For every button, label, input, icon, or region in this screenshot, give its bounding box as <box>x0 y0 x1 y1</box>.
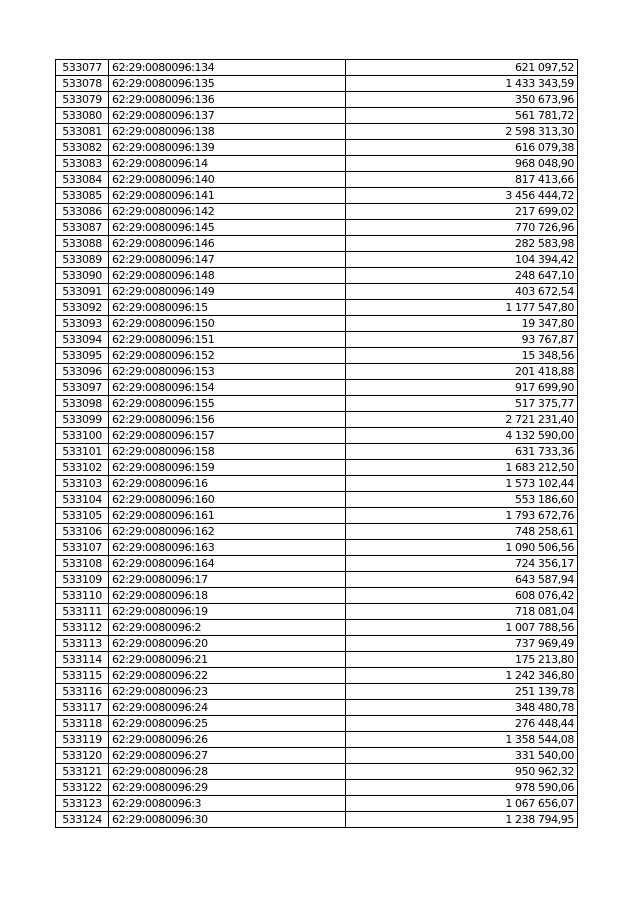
table-row <box>56 492 578 508</box>
cadastral-value-cell: 1 433 343,59 <box>346 76 578 92</box>
row-id-cell: 533111 <box>56 604 109 620</box>
cadastral-value-cell: 1 177 547,80 <box>346 300 578 316</box>
table-row <box>56 684 578 700</box>
row-id-cell: 533094 <box>56 332 109 348</box>
cadastral-value-cell: 770 726,96 <box>346 220 578 236</box>
cadastral-value-cell: 331 540,00 <box>346 748 578 764</box>
cadastral-value-cell: 1 683 212,50 <box>346 460 578 476</box>
cadastral-number-cell: 62:29:0080096:17 <box>109 572 346 588</box>
cadastral-value-cell: 348 480,78 <box>346 700 578 716</box>
table-row <box>56 252 578 268</box>
cadastral-value-cell: 643 587,94 <box>346 572 578 588</box>
cadastral-number-cell: 62:29:0080096:29 <box>109 780 346 796</box>
table-row <box>56 620 578 636</box>
table-row <box>56 652 578 668</box>
table-row <box>56 76 578 92</box>
row-id-cell: 533114 <box>56 652 109 668</box>
cadastral-number-cell: 62:29:0080096:23 <box>109 684 346 700</box>
table-row <box>56 668 578 684</box>
row-id-cell: 533102 <box>56 460 109 476</box>
row-id-cell: 533105 <box>56 508 109 524</box>
cadastral-number-cell: 62:29:0080096:18 <box>109 588 346 604</box>
table-row <box>56 444 578 460</box>
cadastral-number-cell: 62:29:0080096:27 <box>109 748 346 764</box>
table-row <box>56 636 578 652</box>
table-row <box>56 284 578 300</box>
cadastral-value-cell: 282 583,98 <box>346 236 578 252</box>
cadastral-number-cell: 62:29:0080096:134 <box>109 60 346 76</box>
cadastral-value-cell: 276 448,44 <box>346 716 578 732</box>
table-row <box>56 428 578 444</box>
row-id-cell: 533123 <box>56 796 109 812</box>
row-id-cell: 533113 <box>56 636 109 652</box>
cadastral-number-cell: 62:29:0080096:22 <box>109 668 346 684</box>
cadastral-value-cell: 104 394,42 <box>346 252 578 268</box>
row-id-cell: 533079 <box>56 92 109 108</box>
row-id-cell: 533090 <box>56 268 109 284</box>
cadastral-number-cell: 62:29:0080096:156 <box>109 412 346 428</box>
row-id-cell: 533101 <box>56 444 109 460</box>
table-row <box>56 396 578 412</box>
cadastral-value-cell: 631 733,36 <box>346 444 578 460</box>
cadastral-number-cell: 62:29:0080096:141 <box>109 188 346 204</box>
cadastral-value-cell: 1 238 794,95 <box>346 812 578 828</box>
cadastral-value-cell: 517 375,77 <box>346 396 578 412</box>
cadastral-number-cell: 62:29:0080096:19 <box>109 604 346 620</box>
cadastral-number-cell: 62:29:0080096:28 <box>109 764 346 780</box>
table-row <box>56 412 578 428</box>
table-row <box>56 716 578 732</box>
row-id-cell: 533107 <box>56 540 109 556</box>
table-row <box>56 380 578 396</box>
row-id-cell: 533086 <box>56 204 109 220</box>
table-row <box>56 236 578 252</box>
cadastral-number-cell: 62:29:0080096:137 <box>109 108 346 124</box>
cadastral-value-cell: 737 969,49 <box>346 636 578 652</box>
cadastral-value-cell: 1 090 506,56 <box>346 540 578 556</box>
table-row <box>56 60 578 76</box>
table-row <box>56 348 578 364</box>
row-id-cell: 533120 <box>56 748 109 764</box>
cadastral-number-cell: 62:29:0080096:162 <box>109 524 346 540</box>
cadastral-value-cell: 724 356,17 <box>346 556 578 572</box>
table-row <box>56 188 578 204</box>
cadastral-number-cell: 62:29:0080096:30 <box>109 812 346 828</box>
cadastral-number-cell: 62:29:0080096:16 <box>109 476 346 492</box>
cadastral-value-cell: 553 186,60 <box>346 492 578 508</box>
cadastral-number-cell: 62:29:0080096:26 <box>109 732 346 748</box>
row-id-cell: 533099 <box>56 412 109 428</box>
table-row <box>56 476 578 492</box>
table-row <box>56 172 578 188</box>
table-row <box>56 460 578 476</box>
cadastral-value-cell: 248 647,10 <box>346 268 578 284</box>
table-row <box>56 780 578 796</box>
cadastral-number-cell: 62:29:0080096:159 <box>109 460 346 476</box>
table-row <box>56 748 578 764</box>
row-id-cell: 533100 <box>56 428 109 444</box>
cadastral-value-cell: 1 067 656,07 <box>346 796 578 812</box>
cadastral-value-cell: 978 590,06 <box>346 780 578 796</box>
cadastral-value-cell: 19 347,80 <box>346 316 578 332</box>
row-id-cell: 533096 <box>56 364 109 380</box>
cadastral-number-cell: 62:29:0080096:154 <box>109 380 346 396</box>
cadastral-number-cell: 62:29:0080096:157 <box>109 428 346 444</box>
row-id-cell: 533112 <box>56 620 109 636</box>
row-id-cell: 533098 <box>56 396 109 412</box>
row-id-cell: 533116 <box>56 684 109 700</box>
cadastral-value-cell: 817 413,66 <box>346 172 578 188</box>
cadastral-value-cell: 917 699,90 <box>346 380 578 396</box>
cadastral-number-cell: 62:29:0080096:164 <box>109 556 346 572</box>
cadastral-value-cell: 4 132 590,00 <box>346 428 578 444</box>
cadastral-value-cell: 950 962,32 <box>346 764 578 780</box>
table-row <box>56 332 578 348</box>
cadastral-number-cell: 62:29:0080096:145 <box>109 220 346 236</box>
row-id-cell: 533119 <box>56 732 109 748</box>
cadastral-number-cell: 62:29:0080096:135 <box>109 76 346 92</box>
cadastral-number-cell: 62:29:0080096:21 <box>109 652 346 668</box>
table-row <box>56 796 578 812</box>
table-row <box>56 140 578 156</box>
table-row <box>56 588 578 604</box>
cadastral-number-cell: 62:29:0080096:160 <box>109 492 346 508</box>
cadastral-value-cell: 2 721 231,40 <box>346 412 578 428</box>
cadastral-value-cell: 3 456 444,72 <box>346 188 578 204</box>
row-id-cell: 533121 <box>56 764 109 780</box>
table-row <box>56 268 578 284</box>
row-id-cell: 533082 <box>56 140 109 156</box>
cadastral-number-cell: 62:29:0080096:139 <box>109 140 346 156</box>
cadastral-number-cell: 62:29:0080096:14 <box>109 156 346 172</box>
row-id-cell: 533092 <box>56 300 109 316</box>
cadastral-number-cell: 62:29:0080096:151 <box>109 332 346 348</box>
table-row <box>56 204 578 220</box>
cadastral-number-cell: 62:29:0080096:150 <box>109 316 346 332</box>
table-body <box>56 60 578 828</box>
cadastral-number-cell: 62:29:0080096:152 <box>109 348 346 364</box>
cadastral-value-cell: 968 048,90 <box>346 156 578 172</box>
cadastral-value-cell: 201 418,88 <box>346 364 578 380</box>
cadastral-value-cell: 561 781,72 <box>346 108 578 124</box>
row-id-cell: 533115 <box>56 668 109 684</box>
row-id-cell: 533083 <box>56 156 109 172</box>
row-id-cell: 533118 <box>56 716 109 732</box>
cadastral-number-cell: 62:29:0080096:148 <box>109 268 346 284</box>
cadastral-value-cell: 1 573 102,44 <box>346 476 578 492</box>
cadastral-number-cell: 62:29:0080096:25 <box>109 716 346 732</box>
row-id-cell: 533110 <box>56 588 109 604</box>
cadastral-number-cell: 62:29:0080096:153 <box>109 364 346 380</box>
cadastral-number-cell: 62:29:0080096:161 <box>109 508 346 524</box>
cadastral-number-cell: 62:29:0080096:147 <box>109 252 346 268</box>
cadastral-number-cell: 62:29:0080096:158 <box>109 444 346 460</box>
table-row <box>56 732 578 748</box>
row-id-cell: 533093 <box>56 316 109 332</box>
cadastral-number-cell: 62:29:0080096:155 <box>109 396 346 412</box>
table-row <box>56 700 578 716</box>
row-id-cell: 533081 <box>56 124 109 140</box>
table-row <box>56 764 578 780</box>
cadastral-value-cell: 93 767,87 <box>346 332 578 348</box>
row-id-cell: 533106 <box>56 524 109 540</box>
row-id-cell: 533104 <box>56 492 109 508</box>
cadastral-number-cell: 62:29:0080096:140 <box>109 172 346 188</box>
cadastral-value-cell: 251 139,78 <box>346 684 578 700</box>
cadastral-number-cell: 62:29:0080096:142 <box>109 204 346 220</box>
table-row <box>56 812 578 828</box>
table-row <box>56 300 578 316</box>
cadastral-number-cell: 62:29:0080096:136 <box>109 92 346 108</box>
cadastral-number-cell: 62:29:0080096:20 <box>109 636 346 652</box>
table-row <box>56 316 578 332</box>
row-id-cell: 533095 <box>56 348 109 364</box>
cadastral-value-cell: 616 079,38 <box>346 140 578 156</box>
row-id-cell: 533089 <box>56 252 109 268</box>
cadastral-number-cell: 62:29:0080096:146 <box>109 236 346 252</box>
row-id-cell: 533124 <box>56 812 109 828</box>
table-row <box>56 604 578 620</box>
cadastral-number-cell: 62:29:0080096:24 <box>109 700 346 716</box>
cadastral-number-cell: 62:29:0080096:15 <box>109 300 346 316</box>
table-row <box>56 108 578 124</box>
cadastral-value-cell: 748 258,61 <box>346 524 578 540</box>
row-id-cell: 533103 <box>56 476 109 492</box>
row-id-cell: 533108 <box>56 556 109 572</box>
row-id-cell: 533077 <box>56 60 109 76</box>
table-row <box>56 124 578 140</box>
row-id-cell: 533088 <box>56 236 109 252</box>
table-row <box>56 556 578 572</box>
table-row <box>56 540 578 556</box>
cadastral-value-cell: 175 213,80 <box>346 652 578 668</box>
cadastral-value-cell: 1 007 788,56 <box>346 620 578 636</box>
row-id-cell: 533109 <box>56 572 109 588</box>
cadastral-value-cell: 217 699,02 <box>346 204 578 220</box>
cadastral-number-cell: 62:29:0080096:3 <box>109 796 346 812</box>
row-id-cell: 533087 <box>56 220 109 236</box>
row-id-cell: 533117 <box>56 700 109 716</box>
cadastral-value-cell: 2 598 313,30 <box>346 124 578 140</box>
row-id-cell: 533091 <box>56 284 109 300</box>
table-row <box>56 508 578 524</box>
row-id-cell: 533097 <box>56 380 109 396</box>
cadastral-value-cell: 350 673,96 <box>346 92 578 108</box>
row-id-cell: 533080 <box>56 108 109 124</box>
cadastral-value-table <box>55 59 578 828</box>
table-row <box>56 572 578 588</box>
cadastral-value-cell: 608 076,42 <box>346 588 578 604</box>
cadastral-value-cell: 403 672,54 <box>346 284 578 300</box>
table-row <box>56 220 578 236</box>
cadastral-number-cell: 62:29:0080096:163 <box>109 540 346 556</box>
table-row <box>56 364 578 380</box>
table-row <box>56 92 578 108</box>
cadastral-value-cell: 1 793 672,76 <box>346 508 578 524</box>
cadastral-number-cell: 62:29:0080096:149 <box>109 284 346 300</box>
cadastral-number-cell: 62:29:0080096:2 <box>109 620 346 636</box>
table-row <box>56 524 578 540</box>
cadastral-value-cell: 1 358 544,08 <box>346 732 578 748</box>
cadastral-value-cell: 718 081,04 <box>346 604 578 620</box>
table-row <box>56 156 578 172</box>
cadastral-value-cell: 1 242 346,80 <box>346 668 578 684</box>
cadastral-number-cell: 62:29:0080096:138 <box>109 124 346 140</box>
row-id-cell: 533085 <box>56 188 109 204</box>
cadastral-value-cell: 15 348,56 <box>346 348 578 364</box>
row-id-cell: 533078 <box>56 76 109 92</box>
row-id-cell: 533122 <box>56 780 109 796</box>
row-id-cell: 533084 <box>56 172 109 188</box>
cadastral-value-cell: 621 097,52 <box>346 60 578 76</box>
